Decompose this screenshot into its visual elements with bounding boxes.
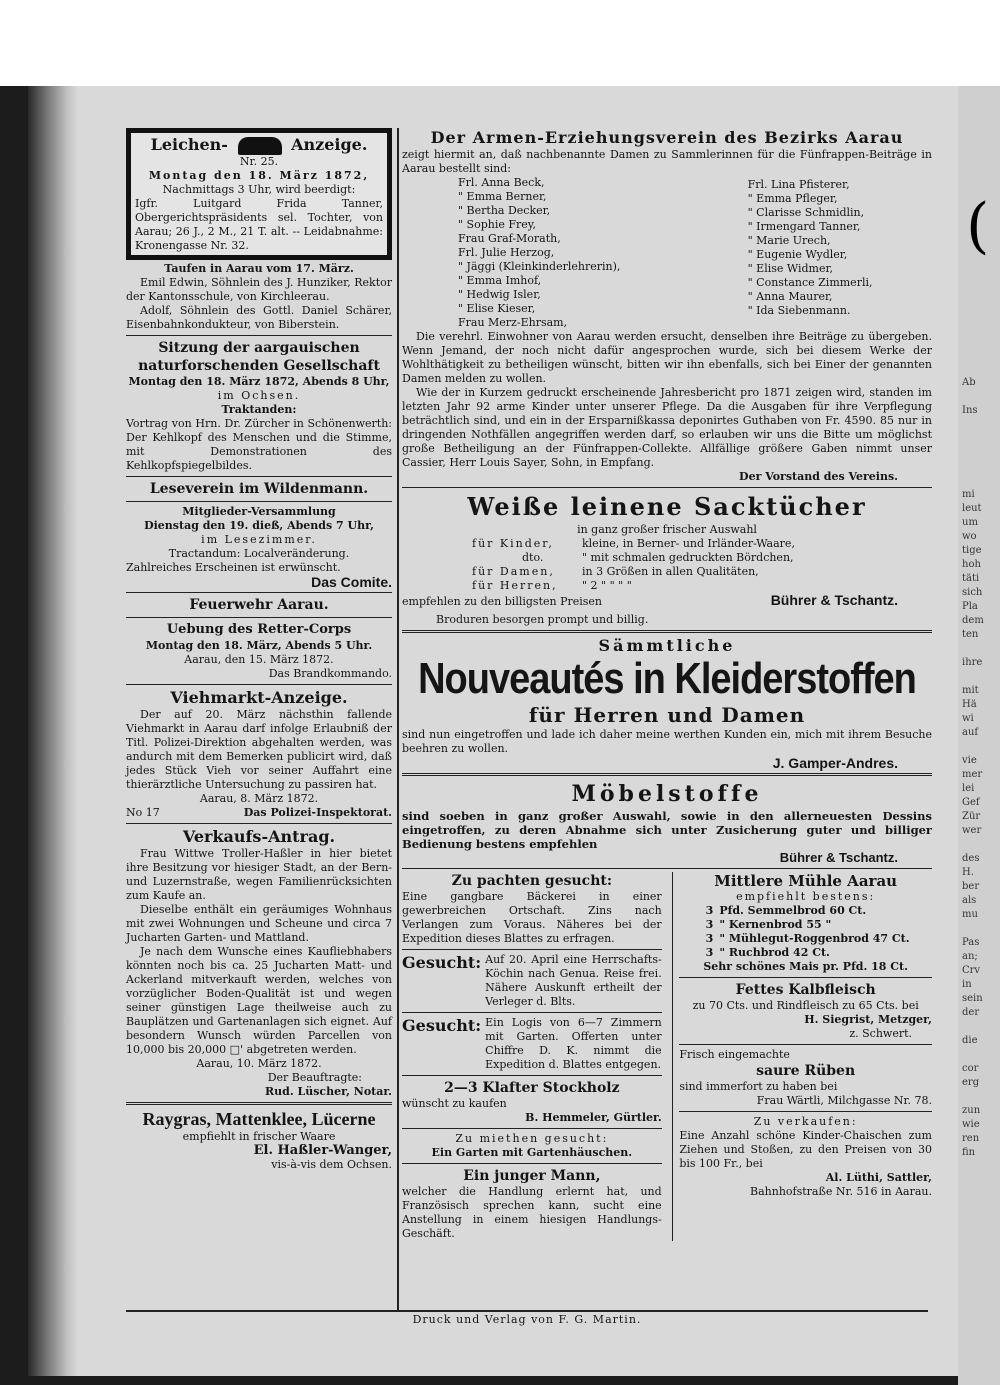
sack-sign: Bührer & Tschantz. bbox=[770, 592, 898, 608]
muehle-item-qty: 3 bbox=[705, 946, 714, 959]
viehmarkt-title: Viehmarkt-Anzeige. bbox=[170, 688, 348, 707]
logis-ad bbox=[402, 1016, 662, 1072]
bleed-line: wie bbox=[962, 1119, 980, 1130]
muehle-item bbox=[679, 946, 932, 960]
divider bbox=[126, 1102, 392, 1105]
nouv-pre: Sämmtliche bbox=[598, 636, 736, 655]
feuerwehr-date: Montag den 18. März, Abends 5 Uhr. bbox=[145, 639, 373, 652]
divider bbox=[402, 949, 662, 950]
hearse-icon bbox=[238, 137, 282, 155]
sitzung-title: Sitzung der aargauischen naturforschenden Gesellschaft bbox=[138, 340, 380, 374]
bleed-line: zun bbox=[962, 1105, 981, 1116]
armen-name: " Irmengard Tanner, bbox=[747, 220, 861, 233]
muehle-title: Mittlere Mühle Aarau bbox=[714, 872, 898, 890]
armen-title: Der Armen-Erziehungsverein des Bezirks Aarau bbox=[430, 128, 904, 147]
bleed-line: H. bbox=[962, 867, 974, 878]
scan-background-top bbox=[0, 0, 1000, 86]
bleed-line: die bbox=[962, 1035, 978, 1046]
armen-name: " Emma Imhof, bbox=[458, 274, 542, 287]
leichen-body: Igfr. Luitgard Frida Tanner, Obergerichtspräsidents sel. Tochter, von Aarau; 26 J., 2 M., 21 T. alt. -- Leidabnahme: Kronengasse Nr. 32. bbox=[135, 197, 383, 252]
bleed-line bbox=[962, 306, 1000, 320]
bleed-line: leut bbox=[962, 503, 982, 514]
bleed-line bbox=[962, 642, 1000, 656]
muehle-item-text: " Mühlegut-Roggenbrod 47 Ct. bbox=[719, 932, 910, 945]
holz-line: wünscht zu kaufen bbox=[402, 1097, 507, 1110]
chaisen-addr: Bahnhofstraße Nr. 516 in Aarau. bbox=[750, 1185, 932, 1198]
moebel-body: sind soeben in ganz großer Auswahl, sowie in den allerneuesten Dessins eingetroffen, zu deren Abnahme sich unter Zusicherung guter und billiger Bedienung bestens empfehlen bbox=[402, 809, 932, 851]
bleed-line: wer bbox=[962, 825, 982, 836]
bleed-line bbox=[962, 390, 1000, 404]
verkauf-role: Der Beauftragte: bbox=[267, 1071, 362, 1084]
chaisen-title: Zu verkaufen: bbox=[753, 1115, 858, 1128]
verkauf-p1: Frau Wittwe Troller-Haßler in hier bietet ihre Besitzung vor hiesiger Stadt, an der Bern- und Luzernstraße, wegen Familienrücksichten zum Kaufe an. bbox=[126, 847, 392, 902]
bleed-line: ten bbox=[962, 629, 979, 640]
sack-line-1a: für Kinder, bbox=[472, 537, 554, 550]
armen-intro: zeigt hiermit an, daß nachbenannte Damen zu Sammlerinnen für die Fünfrappen-Beiträge in Aarau bestellt sind: bbox=[402, 148, 932, 175]
armen-name: " Sophie Frey, bbox=[458, 218, 537, 231]
armen-name: " Jäggi (Kleinkinderlehrerin), bbox=[458, 260, 621, 273]
armen-name: " Hedwig Isler, bbox=[458, 288, 541, 301]
bleed-line bbox=[962, 418, 1000, 432]
bleed-line: Crv bbox=[962, 965, 981, 976]
sack-line-4a: für Herren, bbox=[472, 579, 558, 592]
koechin-label: Gesucht: bbox=[402, 953, 482, 972]
chaisen-sign: Al. Lüthi, Sattler, bbox=[825, 1171, 932, 1184]
raygras-title: Raygras, Mattenklee, Lücerne bbox=[142, 1109, 376, 1129]
bleed-line: täti bbox=[962, 573, 980, 584]
bleed-line bbox=[962, 320, 1000, 334]
feuerwehr-sign: Das Brandkommando. bbox=[268, 667, 392, 680]
divider bbox=[126, 592, 392, 593]
armen-names-right bbox=[678, 176, 932, 330]
sack-line-1 bbox=[472, 537, 932, 551]
armen-name: Frau Graf-Morath, bbox=[458, 232, 561, 245]
bleed-line: des bbox=[962, 853, 980, 864]
page-binding-edge bbox=[28, 86, 78, 1376]
kalb-addr: z. Schwert. bbox=[849, 1027, 912, 1040]
armen-name: Frl. Anna Beck, bbox=[458, 176, 545, 189]
divider bbox=[402, 868, 932, 869]
divider bbox=[126, 501, 392, 502]
leichen-time: Nachmittags 3 Uhr, wird beerdigt: bbox=[162, 183, 356, 196]
bleed-line: an; bbox=[962, 951, 978, 962]
divider bbox=[126, 335, 392, 336]
bleed-line: erg bbox=[962, 1077, 980, 1088]
divider bbox=[679, 977, 932, 978]
kalb-title: Fettes Kalbfleisch bbox=[735, 982, 876, 998]
kalb-body: zu 70 Cts. und Rindfleisch zu 65 Cts. bei bbox=[692, 999, 919, 1012]
bleed-line bbox=[962, 278, 1000, 292]
mann-title: Ein junger Mann, bbox=[463, 1168, 601, 1184]
leseverein-tractandum: Tractandum: Localveränderung. bbox=[168, 547, 350, 560]
bleed-line: in bbox=[962, 979, 972, 990]
bleed-line bbox=[962, 446, 1000, 460]
armen-names-left bbox=[402, 176, 656, 330]
sitzung-place: im Ochsen. bbox=[217, 389, 301, 402]
sack-line-3b: in 3 Größen in allen Qualitäten, bbox=[582, 565, 759, 578]
armen-name: " Elise Widmer, bbox=[747, 262, 834, 275]
leseverein-date: Dienstag den 19. dieß, Abends 7 Uhr, bbox=[144, 519, 374, 532]
bleed-line: mi bbox=[962, 489, 975, 500]
bleed-line: ber bbox=[962, 881, 980, 892]
bleed-line: ren bbox=[962, 1133, 980, 1144]
leseverein-sign: Das Comite. bbox=[311, 574, 392, 590]
right-column bbox=[402, 128, 932, 1241]
sack-line-3a: für Damen, bbox=[472, 565, 555, 578]
viehmarkt-nr: No 17 bbox=[126, 806, 160, 819]
moebel-sign: Bührer & Tschantz. bbox=[779, 850, 898, 865]
rueben-pre: Frisch eingemachte bbox=[679, 1048, 790, 1061]
armen-name: " Bertha Decker, bbox=[458, 204, 551, 217]
bleed-line: ihre bbox=[962, 657, 983, 668]
logis-label: Gesucht: bbox=[402, 1016, 482, 1035]
miethen-title: Zu miethen gesucht: bbox=[455, 1132, 609, 1145]
divider bbox=[402, 1128, 662, 1129]
viehmarkt-place: Aarau, 8. März 1872. bbox=[199, 792, 319, 805]
bleed-line: wi bbox=[962, 713, 974, 724]
logis-body: Ein Logis von 6—7 Zimmern mit Garten. Offerten unter Chiffre D. K. nimmt die Expedition d. Blattes entgegen. bbox=[485, 1016, 662, 1071]
sitzung-date: Montag den 18. März 1872, Abends 8 Uhr, bbox=[128, 375, 390, 388]
muehle-item-qty: 3 bbox=[705, 932, 714, 945]
muehle-item-qty: 3 bbox=[705, 904, 714, 917]
bleed-line bbox=[962, 1048, 1000, 1062]
koechin-body: Auf 20. April eine Herrschafts-Köchin nach Genua. Reise frei. Nähere Auskunft ertheilt der Verleger d. Blts. bbox=[485, 953, 662, 1008]
armen-name: " Eugenie Wydler, bbox=[747, 248, 848, 261]
bleed-line: sich bbox=[962, 587, 983, 598]
koechin-ad bbox=[402, 953, 662, 1009]
mann-body: welcher die Handlung erlernt hat, und Französisch sprechen kann, sucht eine Anstellung in einem hiesigen Handlungs-Geschäft. bbox=[402, 1185, 662, 1240]
chaisen-body: Eine Anzahl schöne Kinder-Chaischen zum Ziehen und Stoßen, zu den Preisen von 30 bis 100 Fr., bei bbox=[679, 1129, 932, 1170]
sack-line-4b: " 2 " " " " bbox=[582, 579, 632, 592]
bleed-line: tige bbox=[962, 545, 982, 556]
bleed-line: mit bbox=[962, 685, 979, 696]
armen-name: " Ida Siebenmann. bbox=[747, 304, 851, 317]
bleed-line: cor bbox=[962, 1063, 979, 1074]
bleed-line: lei bbox=[962, 783, 975, 794]
column-rule bbox=[397, 128, 399, 1310]
sack-line-3 bbox=[472, 565, 932, 579]
leichen-anzeige bbox=[126, 128, 392, 260]
kalb-sign: H. Siegrist, Metzger, bbox=[804, 1013, 932, 1026]
sack-line: empfehlen zu den billigsten Preisen bbox=[402, 595, 603, 608]
divider bbox=[402, 1075, 662, 1076]
scan-border-bottom bbox=[0, 1376, 1000, 1385]
bleed-line bbox=[962, 208, 1000, 222]
pachten-title: Zu pachten gesucht: bbox=[451, 873, 613, 889]
next-page-bleed-text bbox=[962, 180, 1000, 1330]
muehle-item-text: Pfd. Semmelbrod 60 Ct. bbox=[719, 904, 867, 917]
muehle-item bbox=[679, 932, 932, 946]
leichen-title bbox=[135, 135, 383, 155]
muehle-item bbox=[679, 918, 932, 932]
small-ads-right bbox=[672, 872, 932, 1241]
armen-name: Frl. Julie Herzog, bbox=[458, 246, 555, 259]
sack-lines bbox=[402, 537, 932, 593]
armen-names bbox=[402, 176, 932, 330]
raygras-line: empfiehlt in frischer Waare bbox=[182, 1130, 336, 1143]
leichen-title-right: Anzeige. bbox=[291, 135, 368, 154]
sack-sub: in ganz großer frischer Auswahl bbox=[577, 523, 757, 536]
small-ads-left bbox=[402, 872, 662, 1241]
bleed-line: sein bbox=[962, 993, 983, 1004]
bleed-line bbox=[962, 222, 1000, 236]
muehle-sub: empfiehlt bestens: bbox=[736, 890, 876, 903]
bleed-line: Gef bbox=[962, 797, 980, 808]
divider bbox=[126, 617, 392, 618]
armen-name: " Elise Kieser, bbox=[458, 302, 536, 315]
bleed-line: hoh bbox=[962, 559, 981, 570]
bleed-line bbox=[962, 838, 1000, 852]
taufen-entry-1: Emil Edwin, Söhnlein des J. Hunziker, Rektor der Kantonsschule, von Kirchleerau. bbox=[126, 276, 392, 303]
bleed-line: dem bbox=[962, 615, 984, 626]
scan-border-left bbox=[0, 86, 28, 1385]
leseverein-place: im Lesezimmer. bbox=[201, 533, 317, 546]
sack-title: Weiße leinene Sacktücher bbox=[467, 492, 867, 521]
divider bbox=[679, 1044, 932, 1045]
bleed-line bbox=[962, 334, 1000, 348]
verkauf-title: Verkaufs-Antrag. bbox=[182, 827, 336, 846]
bleed-line bbox=[962, 922, 1000, 936]
rueben-title: saure Rüben bbox=[756, 1063, 856, 1079]
verkauf-p2: Dieselbe enthält ein geräumiges Wohnhaus mit zwei Wohnungen und Scheune und circa 7 Jucharten Garten- und Mattland. bbox=[126, 903, 392, 944]
bleed-line: fin bbox=[962, 1147, 976, 1158]
divider bbox=[402, 487, 932, 488]
raygras-sign: El. Haßler-Wanger, bbox=[253, 1143, 392, 1158]
leichen-date: Montag den 18. März 1872, bbox=[148, 169, 370, 182]
bleed-line: auf bbox=[962, 727, 979, 738]
rueben-body: sind immerfort zu haben bei bbox=[679, 1080, 838, 1093]
bleed-line bbox=[962, 1090, 1000, 1104]
armen-name: Frl. Lina Pfisterer, bbox=[747, 178, 850, 191]
armen-sign: Der Vorstand des Vereins. bbox=[739, 470, 898, 483]
armen-name: " Emma Pfleger, bbox=[747, 192, 838, 205]
sack-line-2a: dto. bbox=[522, 551, 544, 564]
rueben-addr: Frau Wärtli, Milchgasse Nr. 78. bbox=[756, 1094, 932, 1107]
bleed-line bbox=[962, 264, 1000, 278]
bleed-line: wo bbox=[962, 531, 977, 542]
bleed-line: mer bbox=[962, 769, 983, 780]
bleed-line: als bbox=[962, 895, 977, 906]
bleed-line: um bbox=[962, 517, 978, 528]
verkauf-place: Aarau, 10. März 1872. bbox=[196, 1057, 322, 1070]
holz-sign: B. Hemmeler, Gürtler. bbox=[525, 1111, 662, 1124]
imprint: Druck und Verlag von F. G. Martin. bbox=[412, 1313, 642, 1326]
feuerwehr-place: Aarau, den 15. März 1872. bbox=[184, 653, 334, 666]
muehle-item-text: " Kernenbrod 55 " bbox=[719, 918, 832, 931]
holz-title: 2—3 Klafter Stockholz bbox=[444, 1080, 620, 1096]
divider bbox=[402, 1163, 662, 1164]
verkauf-sign: Rud. Lüscher, Notar. bbox=[265, 1085, 392, 1098]
bleed-line bbox=[962, 460, 1000, 474]
sitzung-body: Vortrag von Hrn. Dr. Zürcher in Schönenwerth: Der Kehlkopf des Menschen und die Stimme, mit Demonstrationen des Kehlkopfspiegelbildes. bbox=[126, 417, 392, 472]
bleed-line bbox=[962, 292, 1000, 306]
armen-name: " Clarisse Schmidlin, bbox=[747, 206, 865, 219]
miethen-body: Ein Garten mit Gartenhäuschen. bbox=[431, 1146, 633, 1159]
bleed-line: Ins bbox=[962, 405, 978, 416]
leseverein-body: Zahlreiches Erscheinen ist erwünscht. bbox=[126, 561, 341, 574]
sack-footer bbox=[402, 593, 932, 609]
divider bbox=[126, 684, 392, 685]
leichen-nr: Nr. 25. bbox=[239, 155, 279, 168]
nouv-body: sind nun eingetroffen und lade ich daher meine werthen Kunden ein, mich mit ihrem Besuche beehren zu wollen. bbox=[402, 728, 932, 755]
bleed-line bbox=[962, 1020, 1000, 1034]
bleed-line bbox=[962, 250, 1000, 264]
divider bbox=[402, 773, 932, 776]
bleed-line: Hä bbox=[962, 699, 977, 710]
bleed-line: Zür bbox=[962, 811, 981, 822]
sack-foot: Broduren besorgen prompt und billig. bbox=[436, 613, 649, 626]
muehle-item-text: " Ruchbrod 42 Ct. bbox=[719, 946, 830, 959]
bleed-line: vie bbox=[962, 755, 977, 766]
bleed-line bbox=[962, 670, 1000, 684]
muehle-item-qty: 3 bbox=[705, 918, 714, 931]
nouv-sign: J. Gamper-Andres. bbox=[772, 755, 898, 771]
sack-line-4 bbox=[472, 579, 932, 593]
bleed-line bbox=[962, 362, 1000, 376]
nouv-title: Nouveautés in Kleiderstoffen bbox=[418, 654, 916, 704]
armen-name: " Marie Urech, bbox=[747, 234, 831, 247]
armen-name: Frau Merz-Ehrsam, bbox=[458, 316, 568, 329]
nouv-sub: für Herren und Damen bbox=[528, 703, 806, 727]
bleed-line bbox=[962, 180, 1000, 194]
verkauf-p3: Je nach dem Wunsche eines Kaufliebhabers könnten noch bis ca. 25 Jucharten Matt- und Ackerland mitverkauft werden, welches von vorzüglicher Boden-Qualität ist und wegen seiner günstigen Lage theilweise auch zu Bauplätzen und Gartenanlagen sich eignet. Auf besondern Wunsch würden Parcellen von 10,000 bis 20,000 □' abgetreten werden. bbox=[126, 945, 392, 1056]
viehmarkt-body: Der auf 20. März nächsthin fallende Viehmarkt in Aarau darf infolge Erlaubniß der Titl. Polizei-Direktion abgehalten werden, was andurch mit dem Bemerken publicirt wird, daß jedes Stück Vieh vor seiner Auffahrt eine thierärztliche Untersuchung zu passiren hat. bbox=[126, 708, 392, 791]
taufen-entry-2: Adolf, Söhnlein des Gottl. Daniel Schärer, Eisenbahnkondukteur, von Biberstein. bbox=[126, 304, 392, 331]
muehle-item bbox=[679, 904, 932, 918]
armen-p2: Wie der in Kurzem gedruckt erscheinende Jahresbericht pro 1871 zeigen wird, standen im letzten Jahr 92 arme Kinder unter unserer Pflege. Da die Ausgaben für ihre Verpflegung beträchtlich sind, und ein in der Ersparnißkassa deponirtes Guthaben von Fr. 4590. 85 nur in dringenden Nothfällen angegriffen werden darf, so erlauben wir uns die Bitte um möglichst große Betheiligung an der Fünfrappen-Collekte. Allfällige größere Gaben nimmt unser Cassier, Herr Louis Sayer, Sohn, in Empfang. bbox=[402, 386, 932, 469]
left-column bbox=[126, 128, 392, 1172]
divider bbox=[402, 630, 932, 633]
bleed-line bbox=[962, 740, 1000, 754]
taufen-title: Taufen in Aarau vom 17. März. bbox=[164, 262, 354, 275]
divider bbox=[126, 823, 392, 824]
moebel-title: Möbelstoffe bbox=[571, 781, 763, 807]
armen-name: " Emma Berner, bbox=[458, 190, 547, 203]
armen-p1: Die verehrl. Einwohner von Aarau werden ersucht, denselben ihre Beiträge zu übergeben. Wenn Jemand, der noch nicht dafür angesprochen wurde, sich bei diesem Werke der Wohlthätigkeit zu betheiligen wünscht, bitten wir ihn ebenfalls, sich bei Einer der genannten Damen melden zu wollen. bbox=[402, 330, 932, 385]
bleed-line: Pas bbox=[962, 937, 980, 948]
leseverein-title: Leseverein im Wildenmann. bbox=[149, 481, 369, 497]
armen-name: " Anna Maurer, bbox=[747, 290, 833, 303]
next-page-initial-glyph: ( bbox=[966, 191, 990, 261]
bleed-line: mu bbox=[962, 909, 978, 920]
divider bbox=[679, 1111, 932, 1112]
bleed-line: Ab bbox=[962, 377, 976, 388]
bleed-line: Pla bbox=[962, 601, 978, 612]
small-ads-grid bbox=[402, 872, 932, 1241]
divider bbox=[402, 1012, 662, 1013]
sack-line-2b: " mit schmalen gedruckten Bördchen, bbox=[582, 551, 794, 564]
feuerwehr-sub: Uebung des Retter-Corps bbox=[166, 622, 352, 637]
bleed-line: der bbox=[962, 1007, 980, 1018]
divider bbox=[126, 476, 392, 477]
leichen-title-left: Leichen- bbox=[150, 135, 228, 154]
raygras-addr: vis-à-vis dem Ochsen. bbox=[271, 1158, 392, 1171]
bleed-line bbox=[962, 348, 1000, 362]
pachten-body: Eine gangbare Bäckerei in einer gewerbreichen Ortschaft. Zins nach Verlangen zum Voraus. Näheres bei der Expedition dieses Blattes zu erfragen. bbox=[402, 890, 662, 945]
armen-name: " Constance Zimmerli, bbox=[747, 276, 873, 289]
bleed-line bbox=[962, 194, 1000, 208]
bleed-line bbox=[962, 432, 1000, 446]
muehle-items bbox=[679, 904, 932, 960]
muehle-mais: Sehr schönes Mais pr. Pfd. 18 Ct. bbox=[703, 960, 908, 973]
leseverein-sub: Mitglieder-Versammlung bbox=[182, 505, 336, 518]
sitzung-traktanden: Traktanden: bbox=[221, 403, 297, 416]
sack-line-1b: kleine, in Berner- und Irländer-Waare, bbox=[582, 537, 795, 550]
viehmarkt-sign: Das Polizei-Inspektorat. bbox=[243, 806, 392, 819]
sack-line-2 bbox=[472, 551, 932, 565]
bleed-line bbox=[962, 474, 1000, 488]
feuerwehr-title: Feuerwehr Aarau. bbox=[189, 597, 329, 613]
bleed-line bbox=[962, 236, 1000, 250]
viehmarkt-footer bbox=[126, 806, 392, 820]
